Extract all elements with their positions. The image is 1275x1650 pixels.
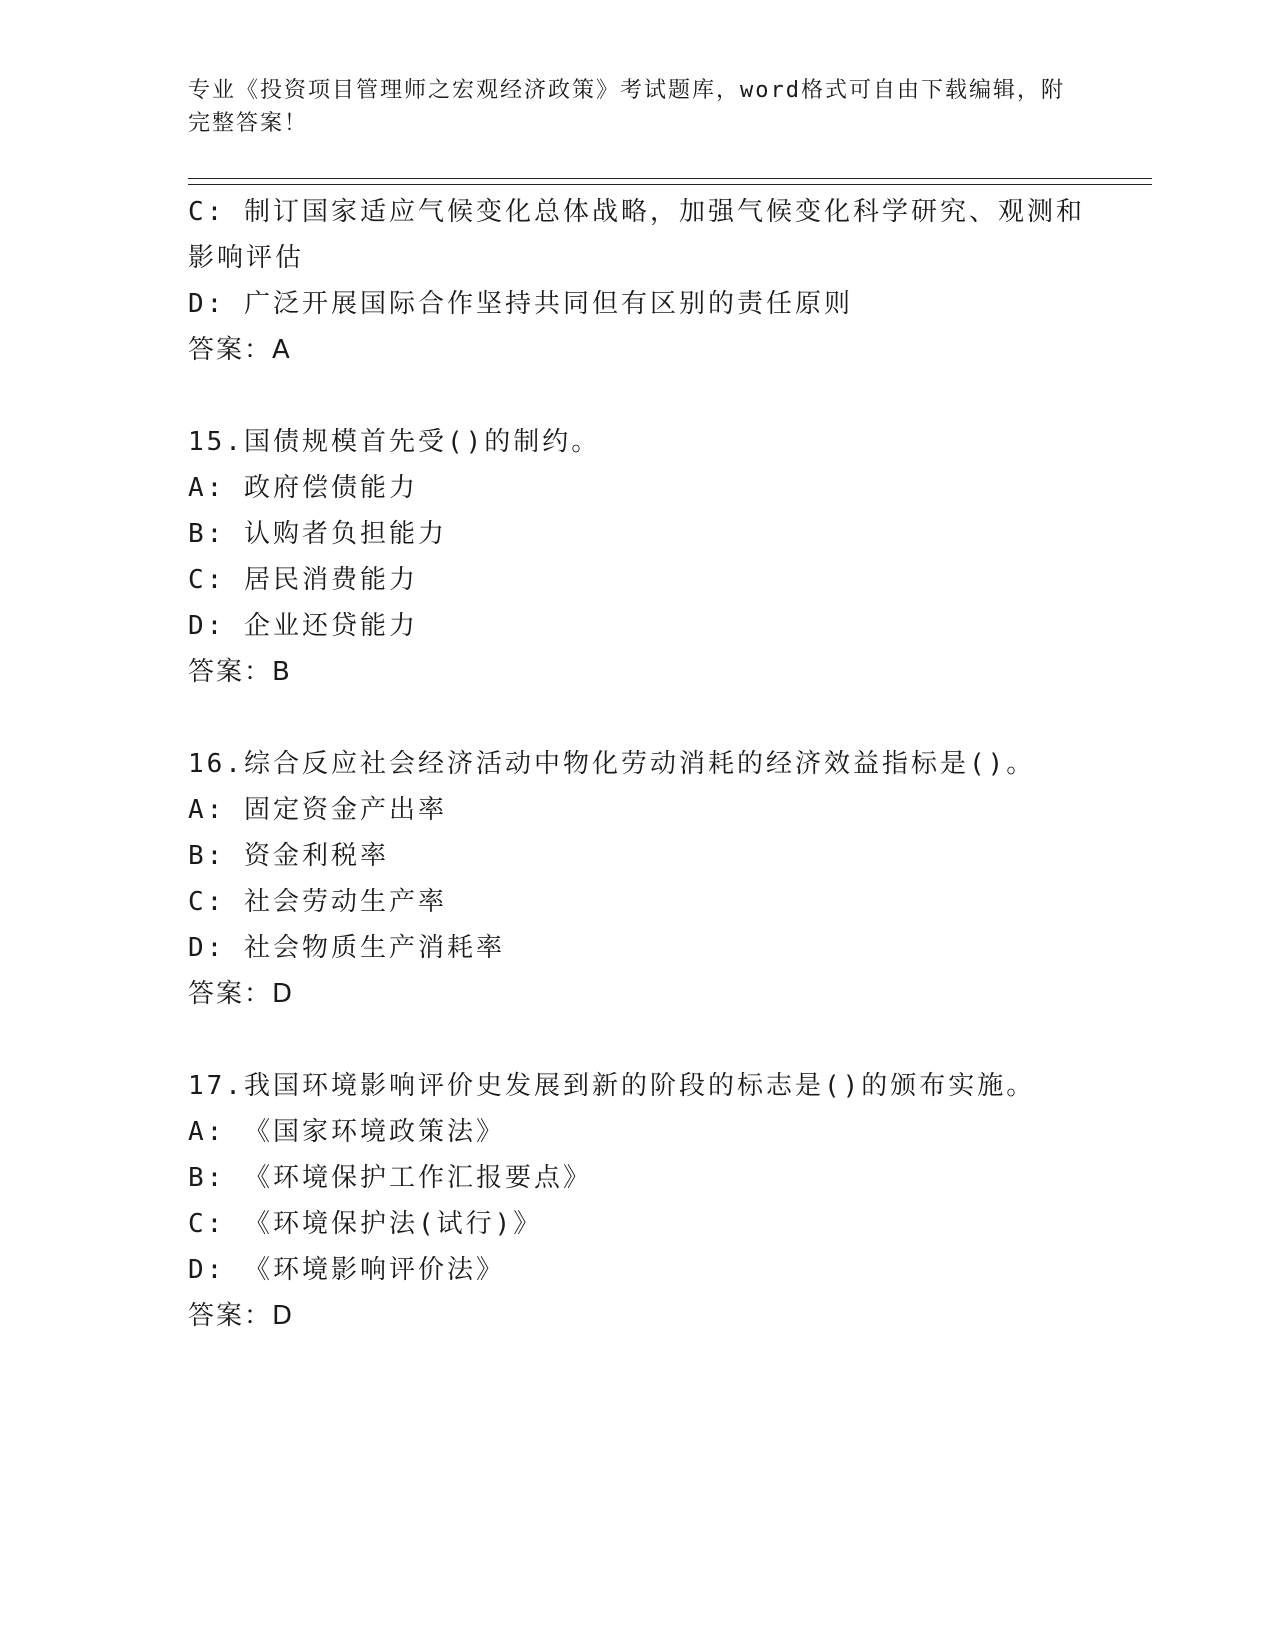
answer-line: 答案：A — [188, 335, 292, 365]
option-c: C: 制订国家适应气候变化总体战略，加强气候变化科学研究、观测和影响评估 — [188, 197, 1085, 273]
option-b: B: 认购者负担能力 — [188, 519, 447, 549]
option-d: D: 企业还贷能力 — [188, 611, 418, 641]
question-17 — [188, 1063, 1088, 1339]
document-header: 专业《投资项目管理师之宏观经济政策》考试题库，word格式可自由下载编辑，附完整答案！ — [188, 78, 1065, 136]
question-content — [188, 189, 1088, 1339]
option-d: D: 《环境影响评价法》 — [188, 1255, 505, 1285]
option-b: B: 资金利税率 — [188, 841, 389, 871]
prev-question-block — [188, 189, 1088, 373]
header-divider — [188, 178, 1152, 185]
option-d: D: 广泛开展国际合作坚持共同但有区别的责任原则 — [188, 289, 853, 319]
option-a: A: 政府偿债能力 — [188, 473, 418, 503]
question-stem: 17.我国环境影响评价史发展到新的阶段的标志是()的颁布实施。 — [188, 1071, 1036, 1101]
option-a: A: 《国家环境政策法》 — [188, 1117, 505, 1147]
question-stem: 15.国债规模首先受()的制约。 — [188, 427, 601, 457]
question-16 — [188, 741, 1088, 1017]
answer-line: 答案：B — [188, 657, 292, 687]
answer-line: 答案：D — [188, 1301, 295, 1331]
option-d: D: 社会物质生产消耗率 — [188, 933, 505, 963]
option-c: C: 《环境保护法(试行)》 — [188, 1209, 543, 1239]
option-b: B: 《环境保护工作汇报要点》 — [188, 1163, 592, 1193]
question-15 — [188, 419, 1088, 695]
option-a: A: 固定资金产出率 — [188, 795, 447, 825]
question-stem: 16.综合反应社会经济活动中物化劳动消耗的经济效益指标是()。 — [188, 749, 1036, 779]
answer-line: 答案：D — [188, 979, 295, 1009]
option-c: C: 居民消费能力 — [188, 565, 418, 595]
option-c: C: 社会劳动生产率 — [188, 887, 447, 917]
